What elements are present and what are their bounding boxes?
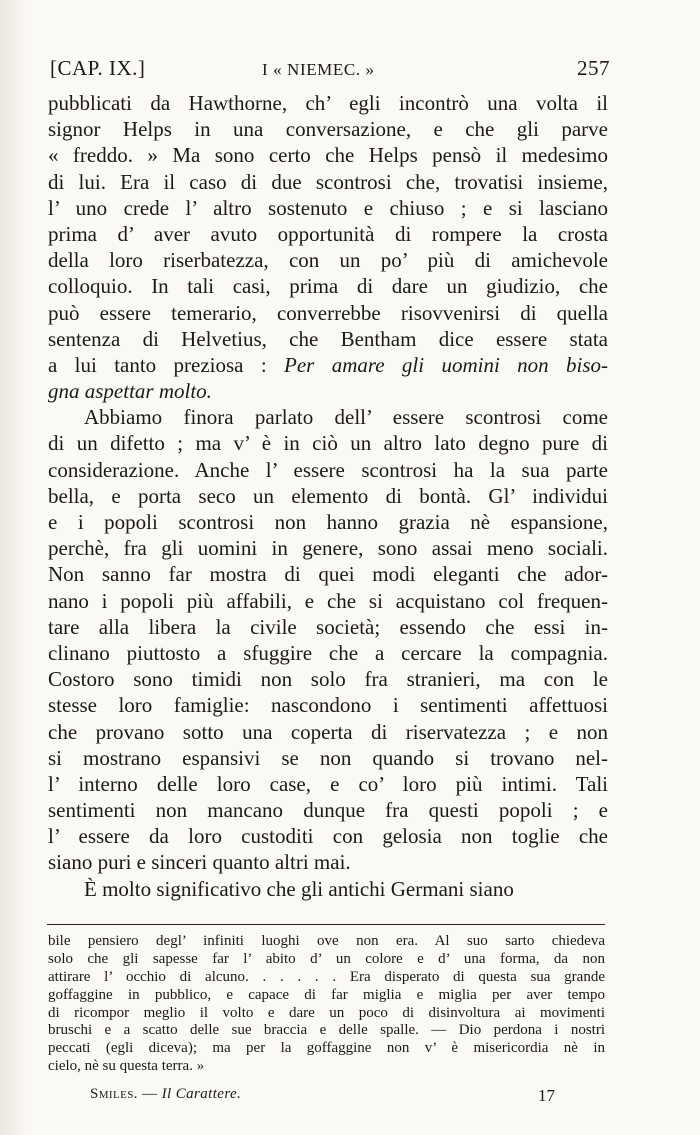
page-number: 257 [577,56,610,80]
text-line [48,300,608,326]
text-line [48,614,608,640]
text-line-roman: Costoro sono timidi non solo fra stranieri, ma con le [48,667,608,692]
text-line-roman: signor Helps in una conversazione, e che gli parve [48,117,608,142]
text-line [48,509,608,535]
text-line [48,404,608,430]
text-line-roman: tare alla libera la civile società; essendo che essi in- [48,614,608,639]
text-line-roman: della loro riserbatezza, con un po’ più di amichevole [48,248,608,273]
footnote-line: di ricompor meglio il volto e dare un poco di disinvoltura ai movimenti [48,1004,605,1021]
text-line [48,692,608,718]
text-line [48,247,608,273]
printer-signature [90,1086,555,1108]
binding-shadow [0,0,28,1135]
text-line-roman: a lui tanto preziosa : [48,352,285,377]
text-line [48,561,608,587]
footnote-line: attirare l’ occhio di alcuno. . . . . . Era disperato di questa sua grande [48,968,605,985]
text-line [48,195,608,221]
text-line [48,849,608,875]
footnote-line: cielo, nè su questa terra. » [48,1058,205,1075]
text-line [48,640,608,666]
text-line-roman: colloquio. In tali casi, prima di dare un giudizio, che [48,274,608,299]
text-line-roman: l’ essere da loro custoditi con gelosia non toglie che [48,824,608,849]
text-line-roman: siano puri e sinceri quanto altri mai. [48,850,351,875]
text-line [48,876,608,902]
text-line [48,169,608,195]
text-line-italic: gna aspettar molto. [48,379,212,404]
footnote-line: goffaggine in pubblico, e capace di far miglia e miglia per aver tempo [48,986,605,1003]
text-line-roman: di un difetto ; ma v’ è in ciò un altro lato degno pure di [48,431,608,456]
text-line [48,745,608,771]
main-text [48,90,608,902]
footnote-divider [47,924,605,925]
text-line-roman: « freddo. » Ma sono certo che Helps pensò il medesimo [48,143,608,168]
chapter-label: [CAP. IX.] [50,56,146,80]
text-line [48,90,608,116]
text-line [48,535,608,561]
text-line-roman: si mostrano espansivi se non quando si trovano nel- [48,745,608,770]
running-head [50,56,610,84]
text-line-roman: sentimenti non mancano dunque fra questi popoli ; e [48,798,608,823]
text-line-roman: È molto significativo che gli antichi Germani siano [84,876,514,901]
text-line [48,823,608,849]
text-line-roman: di lui. Era il caso di due scontrosi che, trovatisi insieme, [48,169,608,194]
text-line-roman: perchè, fra gli uomini in genere, sono assai meno sociali. [48,536,608,561]
text-line-roman: pubblicati da Hawthorne, ch’ egli incontrò una volta il [48,91,608,115]
running-title: I « NIEMEC. » [262,60,375,79]
text-line-roman: clinano piuttosto a sfuggire che a cercare la compagnia. [48,640,608,665]
text-line-roman: prima d’ aver avuto opportunità di rompere la crosta [48,221,608,246]
text-line [48,116,608,142]
text-line [48,142,608,168]
text-line [48,326,608,352]
text-line [48,483,608,509]
footnote-line: peccati (egli diceva); ma per la goffaggine non v’ è misericordia nè in [48,1040,605,1057]
text-line-roman: considerazione. Anche l’ essere scontrosi ha la sua parte [48,457,608,482]
text-line [48,588,608,614]
text-line [48,719,608,745]
text-line-roman: stesse loro famiglie: nascondono i sentimenti affettuosi [48,693,608,718]
text-line-roman: nano i popoli più affabili, e che si acquistano col frequen- [48,588,608,613]
footnote [48,933,605,1076]
text-line-italic: Per amare gli uomini non biso- [284,352,608,377]
signature-work-title: Il Carattere. [157,1086,242,1102]
text-line [48,378,608,404]
text-line [48,430,608,456]
text-line-roman: e i popoli scontrosi non hanno grazia nè espansione, [48,510,608,534]
text-line [48,273,608,299]
text-line-roman: Non sanno far mostra di quei modi eleganti che ador- [48,562,608,587]
text-line [48,771,608,797]
signature-author-title [90,1086,241,1103]
text-line-roman: che provano sotto una coperta di riservatezza ; e non [48,719,608,744]
text-line [48,457,608,483]
signature-smiles: Smiles. — [90,1086,158,1102]
text-line-roman: bella, e porta seco un elemento di bontà. Gl’ individui [48,483,608,508]
text-line-roman: l’ uno crede l’ altro sostenuto e chiuso ; e si lasciano [48,195,608,220]
footnote-line: bruschi e a scatto delle sue braccia e delle spalle. — Dio perdona i nostri [48,1022,605,1039]
text-line-roman: Abbiamo finora parlato dell’ essere scontrosi come [84,405,608,430]
text-line [48,221,608,247]
signature-number: 17 [538,1086,555,1105]
footnote-line: solo che gli sapesse far l’ abito d’ un colore e d’ una forma, da non [48,950,605,967]
text-line-roman: sentenza di Helvetius, che Bentham dice essere stata [48,326,608,351]
text-line [48,666,608,692]
text-line-roman: l’ interno delle loro case, e co’ loro più intimi. Tali [48,771,608,796]
text-line-roman: può essere temerario, converrebbe risovvenirsi di quella [48,300,608,325]
text-line [48,352,608,378]
footnote-line: bile pensiero degl’ infiniti luoghi ove non era. Al suo sarto chiedeva [48,933,605,949]
text-line [48,797,608,823]
